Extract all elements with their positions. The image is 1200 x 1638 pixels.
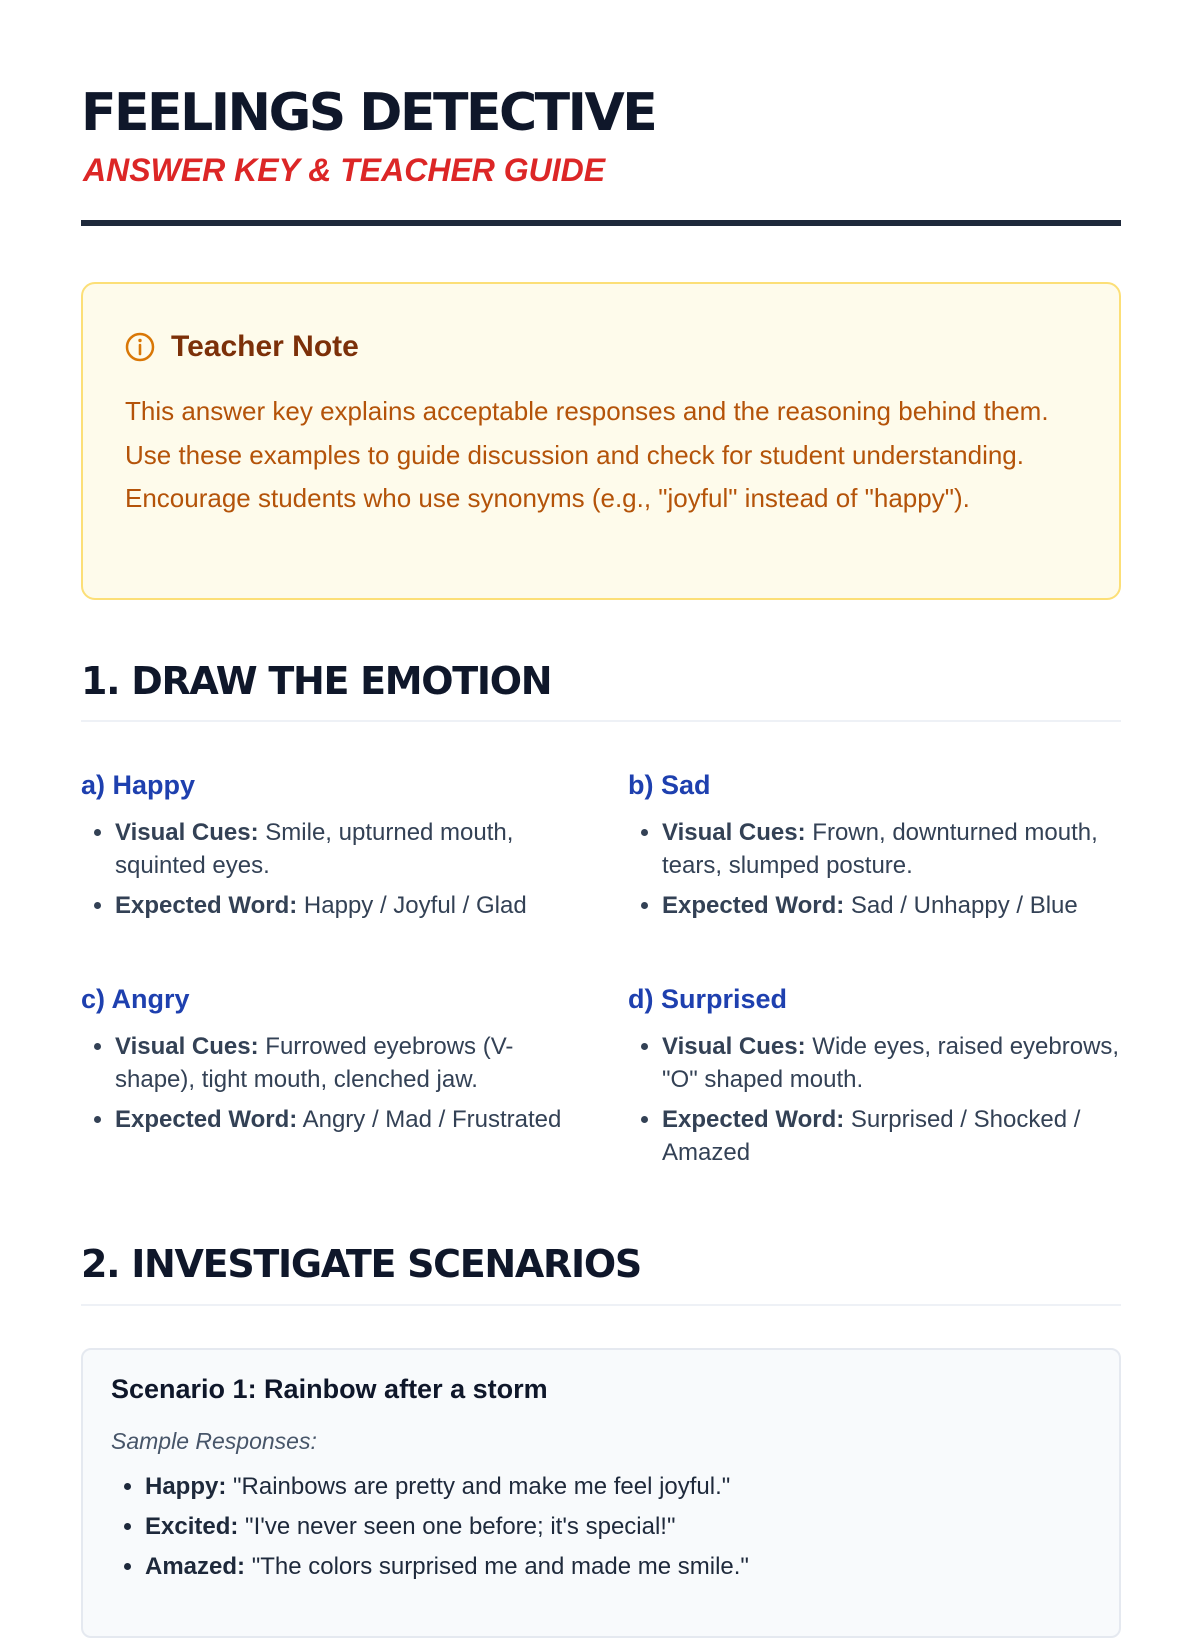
- scenario-title: Scenario 1: Rainbow after a storm: [111, 1374, 548, 1404]
- emotion-card-happy: [81, 768, 581, 929]
- emotion-title: c) Angry: [81, 984, 190, 1014]
- section-2-heading: 2. INVESTIGATE SCENARIOS: [81, 1242, 641, 1286]
- emotion-card-surprised: [628, 982, 1128, 1176]
- emotion-details: [628, 816, 1128, 922]
- visual-cues-item: [662, 1030, 1128, 1096]
- response-label: Amazed:: [145, 1553, 246, 1580]
- response-text: "Rainbows are pretty and make me feel joyful.": [233, 1473, 731, 1500]
- emotion-title: d) Surprised: [628, 984, 788, 1014]
- visual-cues-label: Visual Cues:: [115, 819, 259, 846]
- section-1-heading: 1. DRAW THE EMOTION: [81, 659, 552, 703]
- sample-responses-label: Sample Responses:: [111, 1428, 317, 1454]
- visual-cues-label: Visual Cues:: [662, 819, 806, 846]
- visual-cues-item: [115, 816, 581, 882]
- response-label: Excited:: [145, 1513, 239, 1540]
- teacher-note-header: [125, 330, 359, 364]
- expected-word-item: [662, 1103, 1128, 1169]
- expected-word-text: Surprised / Shocked / Amazed: [662, 1106, 1081, 1166]
- expected-word-label: Expected Word:: [662, 892, 845, 919]
- page-title: FEELINGS DETECTIVE: [81, 83, 656, 143]
- section-1-divider: [81, 720, 1121, 722]
- expected-word-item: [115, 1103, 581, 1136]
- emotion-details: [81, 1030, 581, 1136]
- teacher-note-box: [81, 282, 1121, 600]
- response-text: "I've never seen one before; it's special!": [245, 1513, 676, 1540]
- teacher-note-body: This answer key explains acceptable responses and the reasoning behind them. Use these examples to guide discussion and check for student understanding. Encourage students who use synonyms (e.g., "joyful" instead of "happy").: [125, 396, 1049, 513]
- response-item: [145, 1550, 749, 1583]
- emotion-title: b) Sad: [628, 770, 711, 800]
- sample-responses-list: [111, 1470, 749, 1590]
- expected-word-text: Angry / Mad / Frustrated: [302, 1106, 562, 1133]
- emotion-title: a) Happy: [81, 770, 196, 800]
- scenario-card: [81, 1348, 1121, 1638]
- visual-cues-text: Smile, upturned mouth, squinted eyes.: [115, 819, 514, 879]
- expected-word-text: Sad / Unhappy / Blue: [850, 892, 1078, 919]
- response-text: "The colors surprised me and made me smile.": [251, 1553, 749, 1580]
- emotion-card-sad: [628, 768, 1128, 929]
- visual-cues-label: Visual Cues:: [662, 1033, 806, 1060]
- visual-cues-item: [662, 816, 1128, 882]
- page-subtitle: ANSWER KEY & TEACHER GUIDE: [83, 152, 606, 188]
- teacher-note-title: Teacher Note: [171, 330, 359, 363]
- emotion-details: [81, 816, 581, 922]
- response-item: [145, 1510, 749, 1543]
- visual-cues-text: Frown, downturned mouth, tears, slumped posture.: [662, 819, 1098, 879]
- info-icon: [125, 332, 155, 362]
- visual-cues-label: Visual Cues:: [115, 1033, 259, 1060]
- section-2-divider: [81, 1304, 1121, 1306]
- visual-cues-text: Furrowed eyebrows (V-shape), tight mouth, clenched jaw.: [115, 1033, 514, 1093]
- emotion-card-angry: [81, 982, 581, 1143]
- expected-word-item: [662, 889, 1128, 922]
- expected-word-label: Expected Word:: [115, 1106, 298, 1133]
- expected-word-text: Happy / Joyful / Glad: [303, 892, 527, 919]
- expected-word-item: [115, 889, 581, 922]
- response-label: Happy:: [145, 1473, 227, 1500]
- expected-word-label: Expected Word:: [115, 892, 298, 919]
- emotion-details: [628, 1030, 1128, 1169]
- visual-cues-text: Wide eyes, raised eyebrows, "O" shaped mouth.: [662, 1033, 1120, 1093]
- title-divider: [81, 220, 1121, 226]
- expected-word-label: Expected Word:: [662, 1106, 845, 1133]
- response-item: [145, 1470, 749, 1503]
- visual-cues-item: [115, 1030, 581, 1096]
